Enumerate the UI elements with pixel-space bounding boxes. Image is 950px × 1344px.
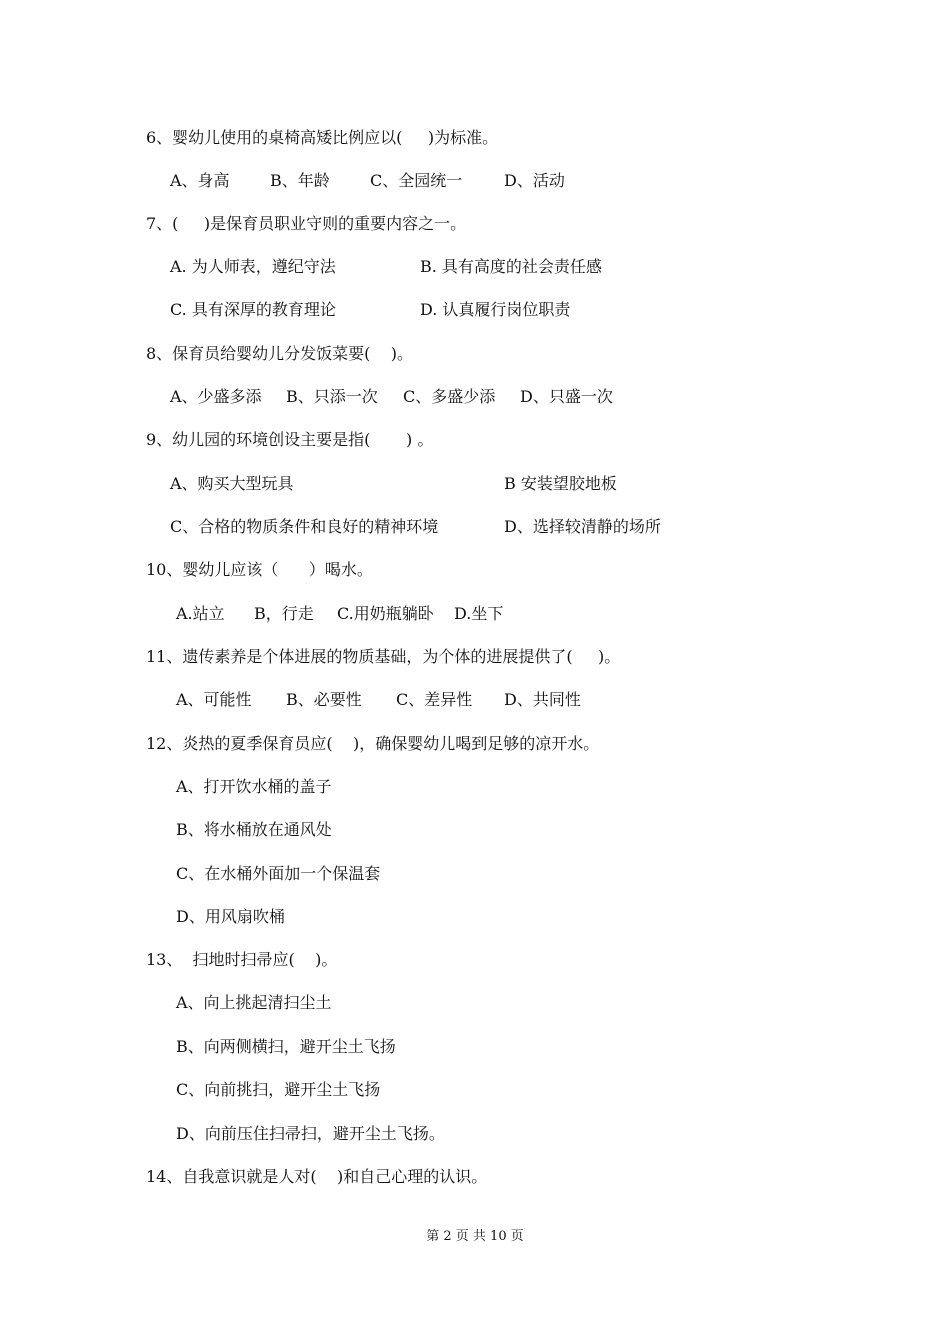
q12-option-c: C、在水桶外面加一个保温套 [176,864,381,883]
q9-option-a: A、购买大型玩具 [170,474,294,493]
q10-option-b: B，行走 [254,604,314,623]
question-14-stem: 14、自我意识就是人对( )和自己心理的认识。 [146,1167,488,1186]
q6-option-b: B、年龄 [270,171,330,190]
q9-option-c: C、合格的物质条件和良好的精神环境 [170,517,439,536]
q8-option-b: B、只添一次 [286,387,378,406]
question-13-stem: 13、 扫地时扫帚应( )。 [146,950,338,969]
q11-option-c: C、差异性 [396,690,473,709]
q6-option-c: C、全园统一 [370,171,463,190]
q10-option-a: A.站立 [176,604,225,623]
q12-option-d: D、用风扇吹桶 [176,907,285,926]
page-number-footer: 第 2 页 共 10 页 [426,1229,524,1244]
question-12-stem: 12、炎热的夏季保育员应( )，确保婴幼儿喝到足够的凉开水。 [146,734,600,753]
q7-option-a: A. 为人师表，遵纪守法 [170,257,336,276]
question-9-stem: 9、幼儿园的环境创设主要是指( ) 。 [146,430,434,449]
q11-option-d: D、共同性 [504,690,581,709]
q13-option-d: D、向前压住扫帚扫，避开尘土飞扬。 [176,1124,445,1143]
q10-option-d: D.坐下 [454,604,504,623]
q6-option-d: D、活动 [504,171,565,190]
q7-option-d: D. 认真履行岗位职责 [420,300,571,319]
q8-option-c: C、多盛少添 [403,387,496,406]
q12-option-b: B、将水桶放在通风处 [176,820,332,839]
question-6-stem: 6、婴幼儿使用的桌椅高矮比例应以( )为标准。 [146,128,499,147]
q7-option-b: B. 具有高度的社会责任感 [420,257,602,276]
q9-option-d: D、选择较清静的场所 [504,517,661,536]
q12-option-a: A、打开饮水桶的盖子 [176,777,332,796]
question-7-stem: 7、( )是保育员职业守则的重要内容之一。 [146,214,467,233]
q8-option-d: D、只盛一次 [520,387,613,406]
q10-option-c: C.用奶瓶躺卧 [337,604,434,623]
q13-option-a: A、向上挑起清扫尘土 [176,993,332,1012]
q13-option-b: B、向两侧横扫，避开尘土飞扬 [176,1037,396,1056]
q9-option-b: B 安装望胶地板 [504,474,617,493]
question-11-stem: 11、遗传素养是个体进展的物质基础，为个体的进展提供了( )。 [146,647,621,666]
q7-option-c: C. 具有深厚的教育理论 [170,300,336,319]
question-10-stem: 10、婴幼儿应该（ ）喝水。 [146,560,373,579]
question-8-stem: 8、保育员给婴幼儿分发饭菜要( )。 [146,344,414,363]
q6-option-a: A、身高 [170,171,230,190]
q11-option-b: B、必要性 [286,690,362,709]
q13-option-c: C、向前挑扫，避开尘土飞扬 [176,1080,381,1099]
q11-option-a: A、可能性 [176,690,252,709]
q8-option-a: A、少盛多添 [170,387,262,406]
